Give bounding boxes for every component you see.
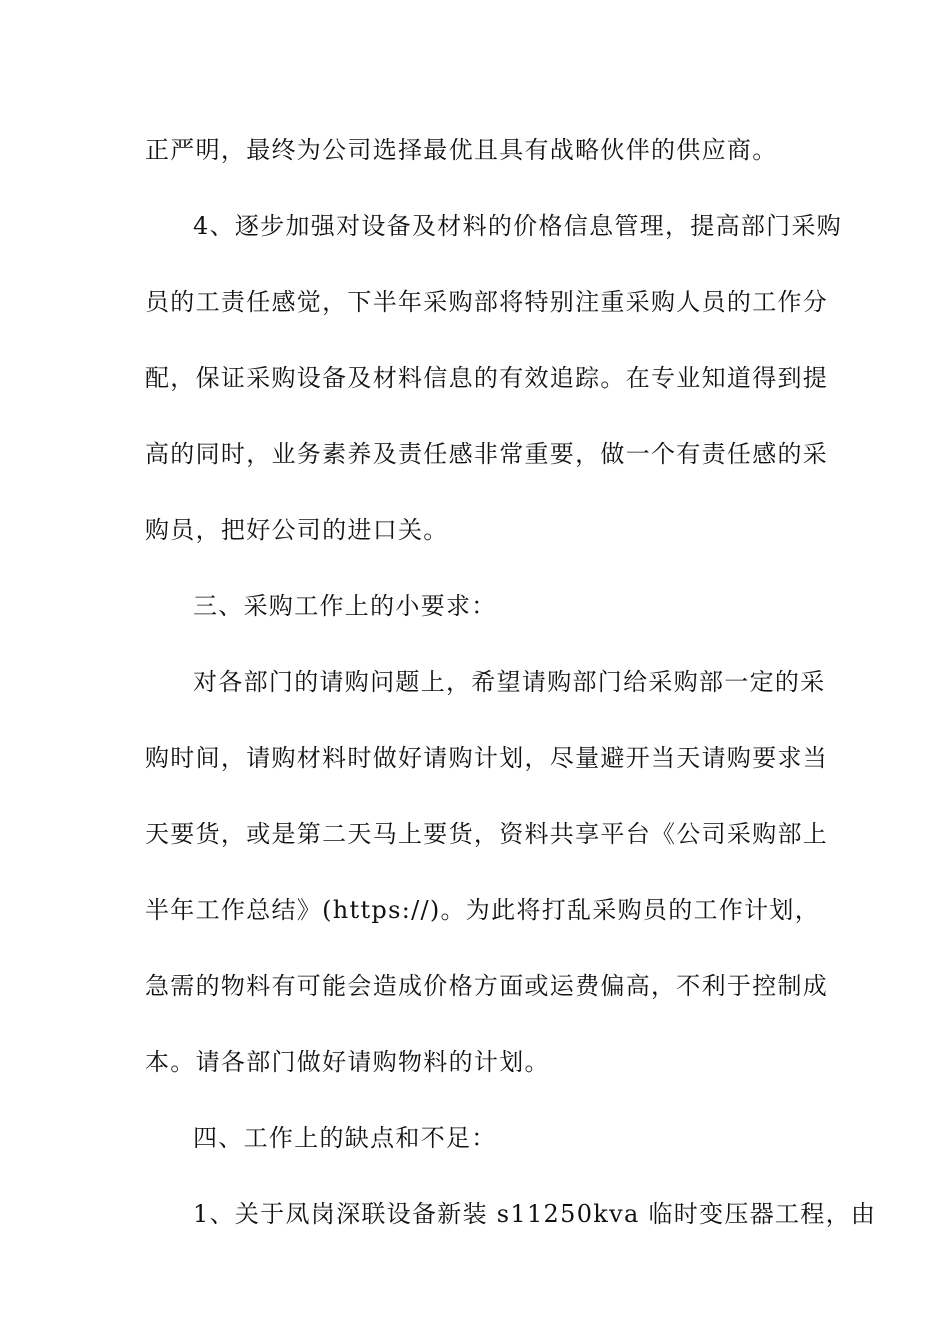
text-line: 半年工作总结》(https://)。为此将打乱采购员的工作计划， — [145, 896, 821, 924]
text-line: 购员，把好公司的进口关。 — [145, 516, 449, 544]
text-line: 员的工责任感觉，下半年采购部将特别注重采购人员的工作分 — [145, 288, 829, 316]
text-line: 高的同时，业务素养及责任感非常重要，做一个有责任感的采 — [145, 440, 829, 468]
text-line: 购时间，请购材料时做好请购计划，尽量避开当天请购要求当 — [145, 744, 829, 772]
text-line: 4、逐步加强对设备及材料的价格信息管理，提高部门采购 — [193, 212, 843, 240]
text-line: 天要货，或是第二天马上要货，资料共享平台《公司采购部上 — [145, 820, 829, 848]
text-line: 本。请各部门做好请购物料的计划。 — [145, 1048, 550, 1076]
text-line: 正严明，最终为公司选择最优且具有战略伙伴的供应商。 — [145, 136, 778, 164]
text-line: 急需的物料有可能会造成价格方面或运费偏高，不利于控制成 — [145, 972, 829, 1000]
section-heading: 四、工作上的缺点和不足： — [193, 1124, 497, 1152]
section-heading: 三、采购工作上的小要求： — [193, 592, 497, 620]
text-line: 对各部门的请购问题上，希望请购部门给采购部一定的采 — [193, 668, 826, 696]
text-line: 1、关于凤岗深联设备新装 s11250kva 临时变压器工程，由 — [193, 1200, 877, 1228]
text-line: 配，保证采购设备及材料信息的有效追踪。在专业知道得到提 — [145, 364, 829, 392]
